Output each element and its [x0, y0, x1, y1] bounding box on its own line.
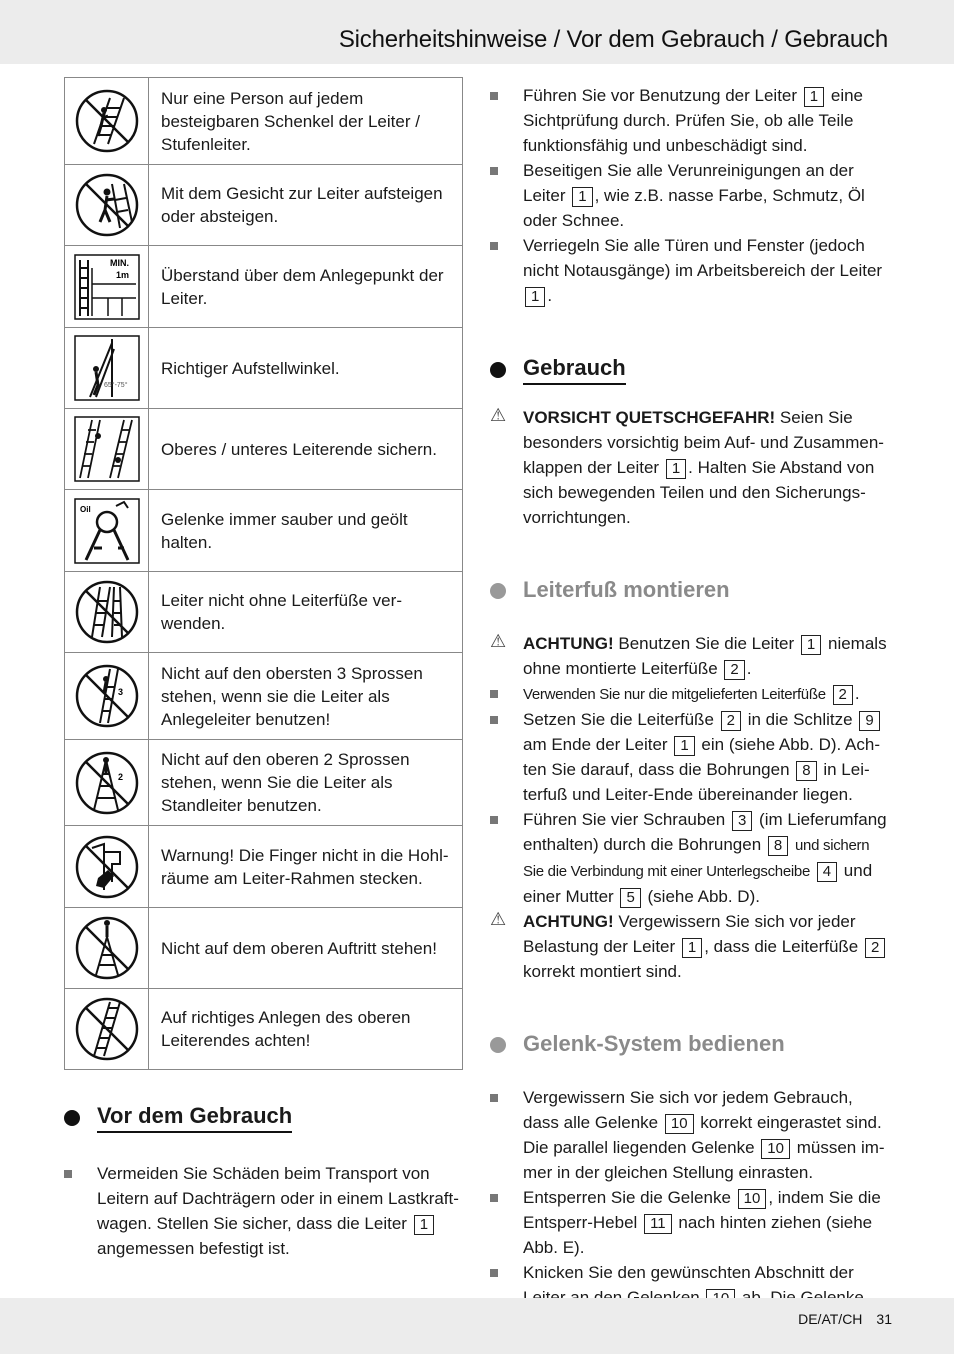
list-item: Beseitigen Sie alle Verunreinigungen an der Leiter 1 , wie z.B. nasse Farbe, Schmutz, Öl oder Schnee.	[490, 158, 890, 233]
ref-number: 2	[721, 711, 741, 731]
top-step-icon	[65, 908, 149, 989]
ref-number: 10	[738, 1189, 767, 1209]
icon-angle-label: 65°-75°	[103, 382, 128, 389]
table-row	[65, 572, 463, 653]
ref-number: 10	[665, 1114, 694, 1134]
ref-number: 2	[865, 938, 885, 958]
table-row	[65, 165, 463, 246]
ref-number: 8	[768, 836, 788, 856]
safety-text: Überstand über dem Anlegepunkt der Leiter.	[149, 246, 463, 328]
table-row	[65, 490, 463, 572]
one-person-icon	[65, 78, 149, 165]
square-bullet-icon	[490, 1185, 523, 1212]
list-item: Setzen Sie die Leiterfüße 2 in die Schlitze 9 am Ende der Leiter 1 ein (siehe Abb. D). Achten Sie darauf, dass die Bohrungen 8 in Leiterfuß und Leiter-Ende übereinander liegen.	[490, 707, 890, 807]
secure-ends-icon	[65, 409, 149, 490]
bullet-icon	[64, 1110, 80, 1126]
square-bullet-icon	[64, 1161, 97, 1188]
ref-number: 1	[572, 187, 592, 207]
top2-rungs-icon	[65, 740, 149, 826]
ref-number: 3	[732, 811, 752, 831]
section-heading-gelenk: Gelenk-System bedienen	[490, 1031, 890, 1059]
ref-number: 4	[817, 862, 837, 882]
safety-text: Nicht auf den obersten 3 Sprossen stehen, wenn sie die Leiter als Anlegeleiter benutzen!	[149, 653, 463, 740]
list-item: Entsperren Sie die Gelenke 10 , indem Sie die Entsperr-Hebel 11 nach hinten ziehen (siehe Abb. E).	[490, 1185, 890, 1260]
section-heading-gebrauch: Gebrauch	[490, 355, 890, 385]
bullet-icon	[490, 1037, 506, 1053]
bullet-icon	[490, 583, 506, 599]
footer-lang: DE/AT/CH	[798, 1311, 863, 1327]
list-item: Verriegeln Sie alle Türen und Fenster (jedoch nicht Notausgänge) im Arbeitsbereich der Leiter 1 .	[490, 233, 890, 308]
section-vor-dem-gebrauch	[64, 1103, 464, 1261]
list-item: Verwenden Sie nur die mitgelieferten Leiterfüße 2 .	[490, 681, 890, 707]
page-title: Sicherheitshinweise / Vor dem Gebrauch / Gebrauch	[338, 26, 888, 53]
overhang-icon	[65, 246, 149, 328]
ref-number: 1	[801, 635, 821, 655]
ref-number: 5	[620, 888, 640, 908]
warning-item: ⚠ ACHTUNG! Vergewissern Sie sich vor jeder Belastung der Leiter 1 , dass die Leiterfüße 2 korrekt montiert sind.	[490, 909, 890, 984]
warning-icon: ⚠	[490, 405, 507, 425]
icon-oil-label: Oil	[79, 504, 91, 514]
warning-icon: ⚠	[490, 909, 507, 929]
ref-number: 1	[414, 1215, 434, 1235]
bullet-icon	[490, 362, 506, 378]
safety-text: Auf richtiges Anlegen des oberen Leiterendes achten!	[149, 989, 463, 1070]
safety-text: Nicht auf den oberen 2 Sprossen stehen, wenn Sie die Leiter als Standleiter benutzen.	[149, 740, 463, 826]
page-header	[0, 0, 954, 64]
safety-text: Leiter nicht ohne Leiterfüße verwenden.	[149, 572, 463, 653]
icon-min-label: MIN.	[109, 257, 129, 268]
table-row	[65, 908, 463, 989]
ref-number: 8	[796, 761, 816, 781]
ref-number: 2	[833, 685, 853, 705]
oil-joint-icon	[65, 490, 149, 572]
table-row	[65, 989, 463, 1070]
safety-text: Mit dem Gesicht zur Leiter aufsteigen oder absteigen.	[149, 165, 463, 246]
top3-rungs-icon	[65, 653, 149, 740]
warning-icon: ⚠	[490, 631, 507, 651]
ref-number: 1	[674, 736, 694, 756]
square-bullet-icon	[490, 158, 523, 185]
icon-3-label: 3	[117, 687, 123, 697]
square-bullet-icon	[490, 681, 523, 708]
finger-pinch-icon	[65, 826, 149, 908]
page-footer	[0, 1298, 954, 1354]
ref-number: 1	[682, 938, 702, 958]
square-bullet-icon	[490, 1260, 523, 1287]
table-row	[65, 78, 463, 165]
table-row	[65, 653, 463, 740]
table-row	[65, 409, 463, 490]
square-bullet-icon	[490, 707, 523, 734]
table-row	[65, 826, 463, 908]
safety-text: Nur eine Person auf jedem besteigbaren Schenkel der Leiter / Stufenleiter.	[149, 78, 463, 165]
section-heading: Vor dem Gebrauch	[64, 1103, 464, 1133]
list-item: Knicken Sie den gewünschten Abschnitt der	[490, 1260, 890, 1310]
warning-item: ⚠ VORSICHT QUETSCHGEFAHR! Seien Sie besonders vorsichtig beim Auf- und Zusammenklappen der Leiter 1 . Halten Sie Abstand von sich bewegenden Teilen und den Sicherungsvorrichtungen.	[490, 405, 884, 527]
no-feet-icon	[65, 572, 149, 653]
safety-text: Nicht auf dem oberen Auftritt stehen!	[149, 908, 463, 989]
ref-number: 1	[804, 87, 824, 107]
page-number: 31	[876, 1311, 892, 1327]
list-item: Vergewissern Sie sich vor jedem Gebrauch, dass alle Gelenke 10 korrekt eingerastet sind. Die parallel liegenden Gelenke 10 müssen immer in der gleichen Stellung einrasten.	[490, 1085, 890, 1185]
safety-text: Warnung! Die Finger nicht in die Hohlräume am Leiter-Rahmen stecken.	[149, 826, 463, 908]
square-bullet-icon	[490, 83, 523, 110]
ref-number: 9	[859, 711, 879, 731]
angle-icon	[65, 328, 149, 409]
icon-1m-label: 1m	[115, 269, 129, 280]
face-ladder-icon	[65, 165, 149, 246]
square-bullet-icon	[490, 807, 523, 834]
ref-number: 11	[644, 1214, 672, 1234]
icon-2-label: 2	[117, 771, 123, 782]
warning-item: ⚠ ACHTUNG! Benutzen Sie die Leiter 1 niemals ohne montierte Leiterfüße 2 .	[490, 631, 887, 678]
safety-text: Oberes / unteres Leiterende sichern.	[149, 409, 463, 490]
ref-number: 1	[525, 287, 545, 307]
list-item: Führen Sie vor Benutzung der Leiter 1 eine Sichtprüfung durch. Prüfen Sie, ob alle Teile funktionsfähig und unbeschädigt sind.	[490, 83, 890, 158]
top-lean-icon	[65, 989, 149, 1070]
safety-table	[64, 77, 463, 1070]
table-row	[65, 328, 463, 409]
ref-number: 2	[724, 660, 744, 680]
ref-number: 1	[666, 459, 686, 479]
section-heading-leiterfuss: Leiterfuß montieren	[490, 577, 890, 605]
safety-text: Gelenke immer sauber und geölt halten.	[149, 490, 463, 572]
table-row	[65, 246, 463, 328]
ref-number: 10	[761, 1139, 790, 1159]
square-bullet-icon	[490, 233, 523, 260]
list-item: Führen Sie vier Schrauben 3 (im Lieferumfang enthalten) durch die Bohrungen 8 und sichern Sie die Verbindung mit einer Unterlegscheibe 4 und einer Mutter 5 (siehe Abb. D).	[490, 807, 890, 909]
list-item: Vermeiden Sie Schäden beim Transport von Leitern auf Dachträgern oder in einem Lastkraftwagen. Stellen Sie sicher, dass die Leiter 1 angemessen befestigt ist.	[64, 1161, 464, 1261]
table-row	[65, 740, 463, 826]
right-column	[490, 83, 890, 1310]
safety-text: Richtiger Aufstellwinkel.	[149, 328, 463, 409]
square-bullet-icon	[490, 1085, 523, 1112]
